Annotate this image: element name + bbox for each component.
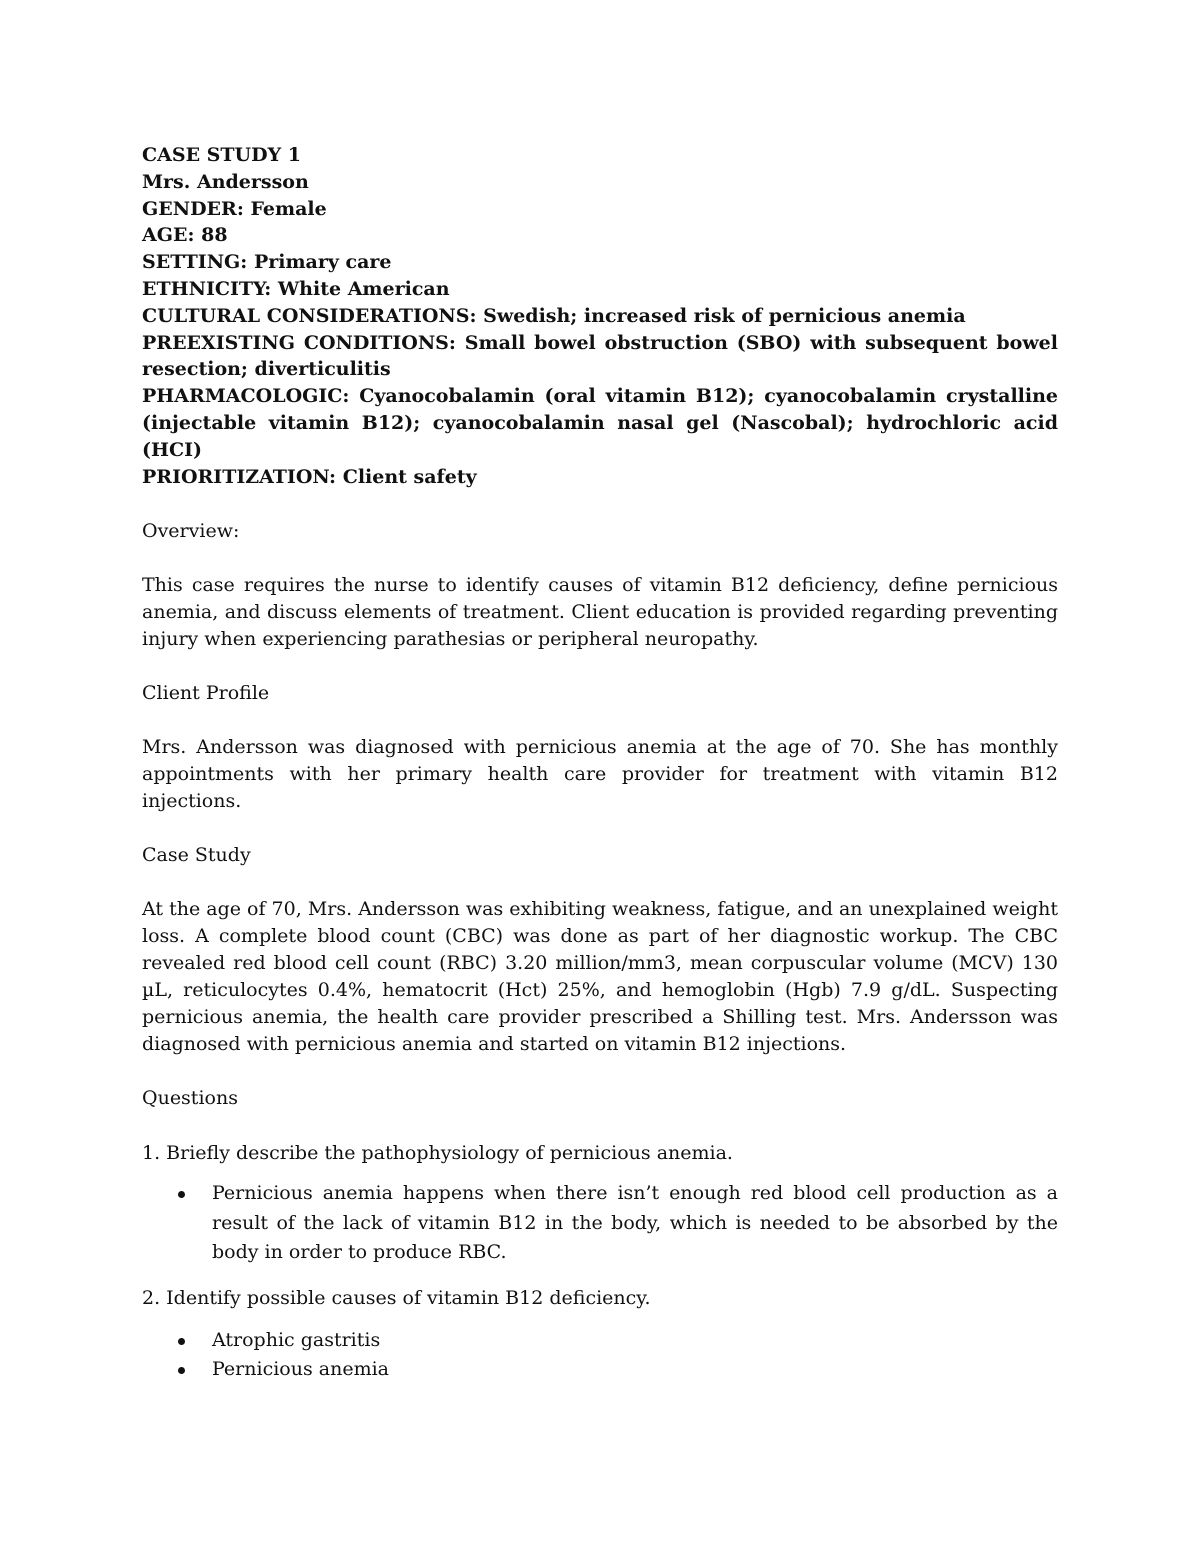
field-label: PHARMACOLOGIC: (142, 385, 350, 408)
field-value: Cyanocobalamin (oral vitamin B12); cyanocobalamin crystalline (injectable vitamin B12); cyanocobalamin nasal gel (Nascobal); hydrochloric acid (HCI) (142, 385, 1058, 461)
field-ethnicity (142, 276, 1058, 303)
field-label: CULTURAL CONSIDERATIONS: (142, 304, 477, 327)
case-study-title: Case Study (142, 844, 251, 867)
document-page (142, 142, 1058, 1385)
field-label: PRIORITIZATION: (142, 465, 337, 488)
client-profile-text: Mrs. Andersson was diagnosed with pernicious anemia at the age of 70. She has monthly appointments with her primary health care provider for treatment with vitamin B12 injections. (142, 736, 1058, 813)
field-label: SETTING: (142, 251, 248, 274)
bullet-icon (178, 1338, 185, 1345)
bullet-icon (178, 1367, 185, 1374)
field-label: AGE: (142, 224, 195, 247)
field-setting (142, 249, 1058, 276)
field-value: Swedish; increased risk of pernicious anemia (483, 304, 966, 327)
field-pharmacologic (142, 383, 1058, 463)
field-age (142, 222, 1058, 249)
field-gender (142, 196, 1058, 223)
overview-text: This case requires the nurse to identify causes of vitamin B12 deficiency, define pernicious anemia, and discuss elements of treatment. Client education is provided regarding preventing injury when experiencing parathesias or peripheral neuropathy. (142, 574, 1058, 651)
field-prioritization (142, 464, 1058, 491)
list-item (142, 1355, 1058, 1385)
answer-list-2 (142, 1326, 1058, 1385)
field-label: GENDER: (142, 197, 244, 220)
answer-text: Atrophic gastritis (212, 1328, 381, 1351)
case-header (142, 142, 1058, 490)
answer-text: Pernicious anemia happens when there isn’t enough red blood cell production as a result of the lack of vitamin B12 in the body, which is needed to be absorbed by the body in order to produce RBC. (212, 1182, 1058, 1264)
field-label: PREEXISTING CONDITIONS: (142, 331, 456, 354)
field-preexisting-conditions (142, 330, 1058, 384)
field-value: White American (277, 277, 450, 300)
list-item (142, 1179, 1058, 1268)
field-cultural-considerations (142, 303, 1058, 330)
overview-title: Overview: (142, 520, 240, 543)
field-label: ETHNICITY: (142, 277, 272, 300)
case-study-text: At the age of 70, Mrs. Andersson was exhibiting weakness, fatigue, and an unexplained weight loss. A complete blood count (CBC) was done as part of her diagnostic workup. The CBC revealed red blood cell count (RBC) 3.20 million/mm3, mean corpuscular volume (MCV) 130 µL, reticulocytes 0.4%, hematocrit (Hct) 25%, and hemoglobin (Hgb) 7.9 g/dL. Suspecting pernicious anemia, the health care provider prescribed a Shilling test. Mrs. Andersson was diagnosed with pernicious anemia and started on vitamin B12 injections. (142, 898, 1058, 1056)
answer-text: Pernicious anemia (212, 1358, 389, 1381)
question-2: 2. Identify possible causes of vitamin B12 deficiency. (142, 1286, 651, 1309)
question-1: 1. Briefly describe the pathophysiology of pernicious anemia. (142, 1142, 733, 1165)
case-title: CASE STUDY 1 (142, 144, 301, 166)
field-value: Client safety (342, 465, 477, 488)
client-profile-title: Client Profile (142, 682, 270, 705)
bullet-icon (178, 1191, 185, 1198)
answer-list-1 (142, 1179, 1058, 1268)
field-value: Small bowel obstruction (SBO) with subsequent bowel resection; diverticulitis (142, 331, 1058, 381)
field-value: Primary care (253, 251, 392, 274)
client-name: Mrs. Andersson (142, 170, 309, 193)
questions-title: Questions (142, 1087, 238, 1110)
field-value: Female (250, 197, 327, 220)
list-item (142, 1326, 1058, 1356)
field-value: 88 (201, 224, 228, 247)
